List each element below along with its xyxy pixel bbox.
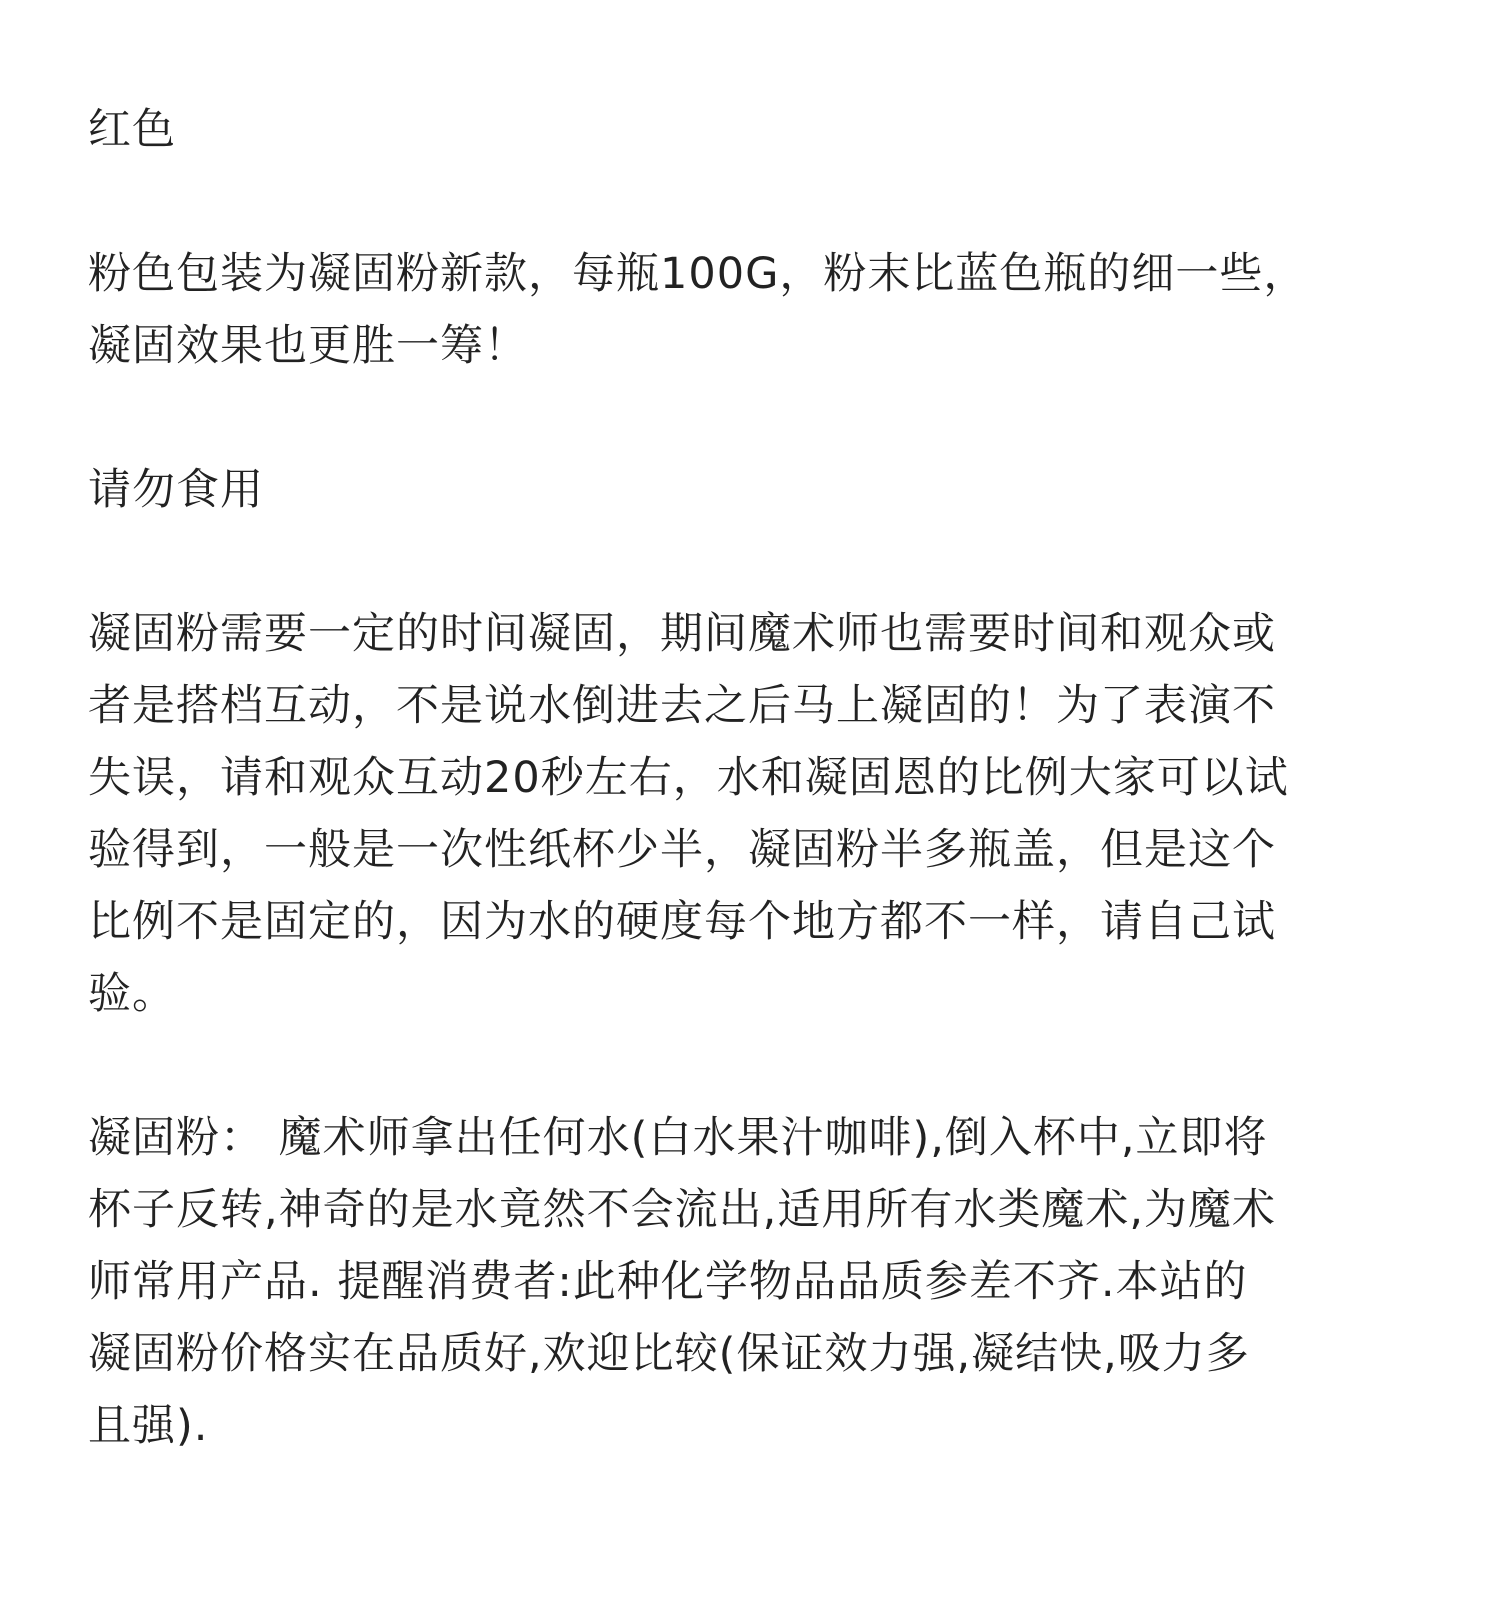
color-paragraph	[88, 94, 1418, 166]
text-line: 凝固效果也更胜一筹！	[88, 321, 528, 371]
text-line: 凝固粉需要一定的时间凝固，期间魔术师也需要时间和观众或	[88, 609, 1276, 659]
product-description	[88, 94, 1418, 1462]
usage-paragraph	[88, 598, 1418, 1030]
text-line: 凝固粉价格实在品质好,欢迎比较(保证效力强,凝结快,吸力多	[88, 1329, 1250, 1379]
description-paragraph	[88, 1102, 1418, 1462]
text-line: 失误，请和观众互动20秒左右，水和凝固恩的比例大家可以试	[88, 753, 1289, 803]
text-line: 红色	[88, 105, 176, 155]
new-version-paragraph	[88, 238, 1418, 382]
text-line: 请勿食用	[88, 465, 264, 515]
text-line: 验得到，一般是一次性纸杯少半，凝固粉半多瓶盖，但是这个	[88, 825, 1276, 875]
text-line: 者是搭档互动，不是说水倒进去之后马上凝固的！为了表演不	[88, 681, 1276, 731]
text-line: 粉色包装为凝固粉新款，每瓶100G，粉末比蓝色瓶的细一些，	[88, 249, 1308, 299]
text-line: 凝固粉： 魔术师拿出任何水(白水果汁咖啡),倒入杯中,立即将	[88, 1113, 1268, 1163]
text-line: 师常用产品. 提醒消费者:此种化学物品品质参差不齐.本站的	[88, 1257, 1248, 1307]
warning-paragraph	[88, 454, 1418, 526]
text-line: 且强).	[88, 1401, 209, 1451]
text-line: 杯子反转,神奇的是水竟然不会流出,适用所有水类魔术,为魔术	[88, 1185, 1277, 1235]
text-line: 验。	[88, 969, 176, 1019]
text-line: 比例不是固定的，因为水的硬度每个地方都不一样，请自己试	[88, 897, 1276, 947]
